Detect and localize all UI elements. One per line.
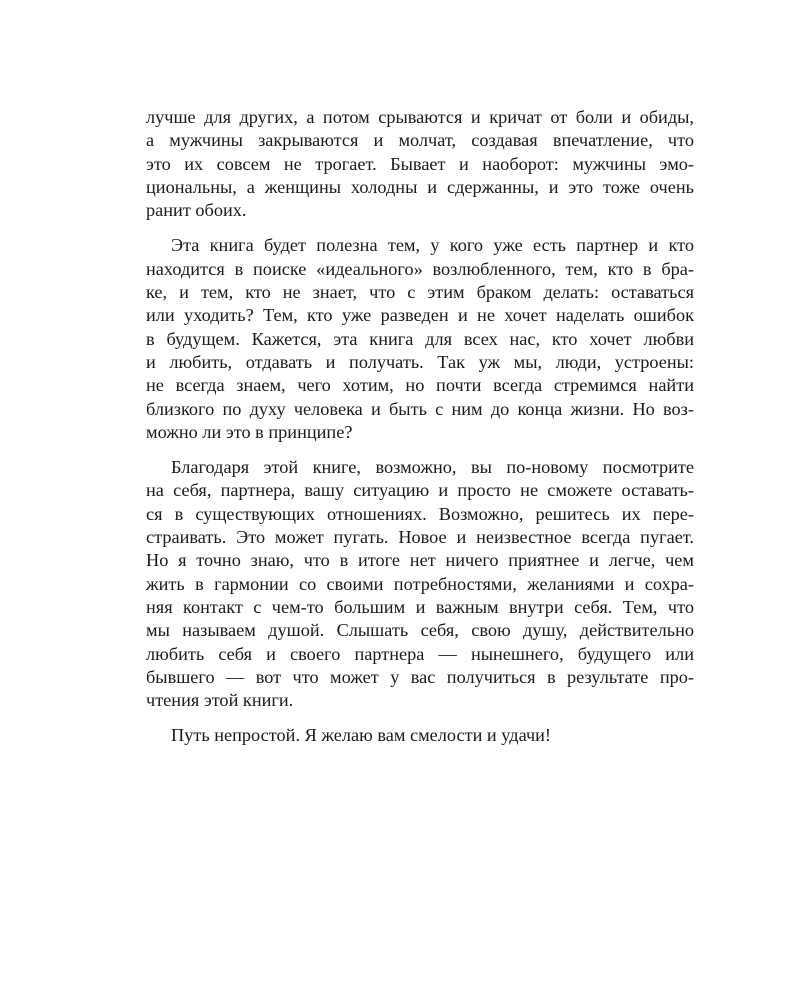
text-line: или уходить? Тем, кто уже разведен и не хочет наделать ошибок — [146, 305, 694, 326]
paragraph — [146, 456, 694, 712]
text-line: на себя, партнера, вашу ситуацию и просто не сможете оставать- — [146, 480, 694, 501]
text-line: можно ли это в принципе? — [146, 421, 353, 442]
text-line: ке, и тем, кто не знает, что с этим браком делать: оставаться — [146, 282, 694, 303]
text-line: ся в существующих отношениях. Возможно, решитесь их пере- — [146, 503, 694, 524]
text-line: страивать. Это может пугать. Новое и неизвестное всегда пугает. — [146, 527, 694, 548]
text-line: циональны, а женщины холодны и сдержанны, и это тоже очень — [146, 176, 694, 197]
text-line: няя контакт с чем-то большим и важным внутри себя. Тем, что — [146, 596, 694, 617]
text-line: находится в поиске «идеального» возлюбленного, тем, кто в бра- — [146, 258, 694, 279]
text-line: лучше для других, а потом срываются и кричат от боли и обиды, — [146, 107, 694, 127]
text-line: это их совсем не трогает. Бывает и наоборот: мужчины эмо- — [146, 153, 694, 174]
text-line: Но я точно знаю, что в итоге нет ничего приятнее и легче, чем — [146, 550, 694, 571]
text-line: и любить, отдавать и получать. Так уж мы, люди, устроены: — [146, 351, 694, 372]
paragraph-gap — [146, 712, 694, 724]
paragraph — [146, 724, 694, 747]
text-line: чтения этой книги. — [146, 690, 294, 711]
text-line: Благодаря этой книге, возможно, вы по-новому посмотрите — [171, 457, 694, 478]
paragraph — [146, 106, 694, 222]
paragraph-gap — [146, 444, 694, 456]
text-line: а мужчины закрываются и молчат, создавая впечатление, что — [146, 130, 694, 151]
text-line: жить в гармонии со своими потребностями, желаниями и сохра- — [146, 573, 694, 594]
text-line: не всегда знаем, чего хотим, но почти всегда стремимся найти — [146, 375, 694, 396]
body-text — [146, 106, 694, 748]
text-line: бывшего — вот что может у вас получиться в результате про- — [146, 666, 694, 687]
paragraph — [146, 234, 694, 444]
text-line: любить себя и своего партнера — нынешнего, будущего или — [146, 643, 694, 664]
text-line: мы называем душой. Слышать себя, свою душу, действительно — [146, 620, 694, 641]
text-line: близкого по духу человека и быть с ним до конца жизни. Но воз- — [146, 398, 694, 419]
text-line: Эта книга будет полезна тем, у кого уже есть партнер и кто — [171, 235, 694, 256]
text-line: ранит обоих. — [146, 200, 247, 221]
text-line: в будущем. Кажется, эта книга для всех нас, кто хочет любви — [146, 328, 694, 349]
paragraph-gap — [146, 222, 694, 234]
text-line: Путь непростой. Я желаю вам смелости и удачи! — [171, 725, 552, 746]
